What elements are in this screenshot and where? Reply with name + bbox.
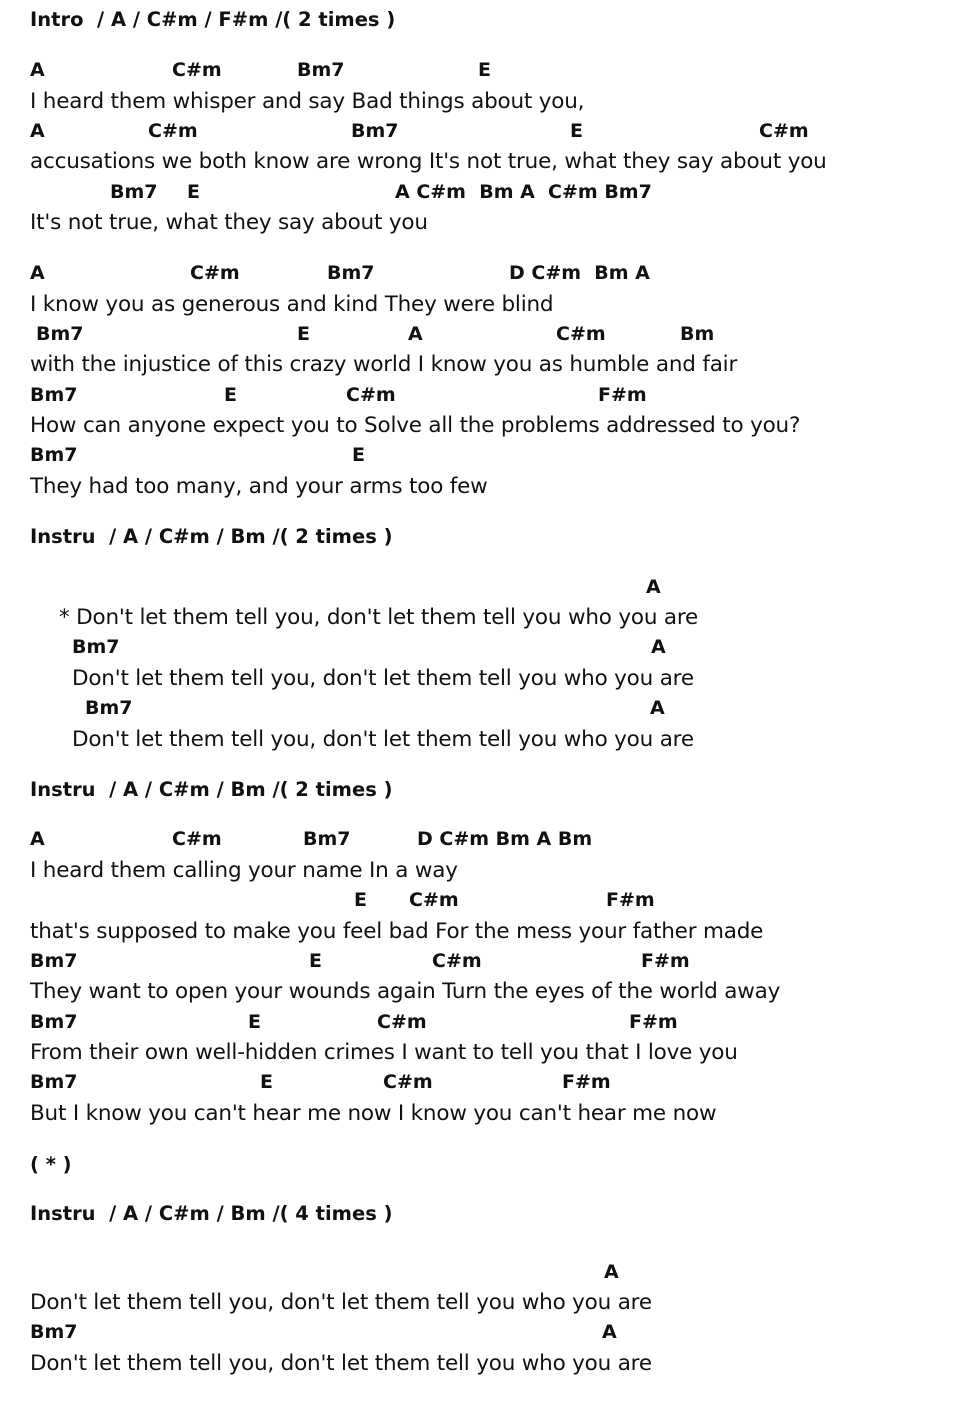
chord: C#m <box>409 889 459 911</box>
chord: F#m <box>641 950 690 972</box>
lyric-line: Don't let them tell you, don't let them tell you who you are <box>72 727 694 752</box>
section-header-instru: Instru / A / C#m / Bm /( 2 times ) <box>30 778 393 801</box>
chord: A <box>604 1261 619 1283</box>
chord: A <box>651 636 666 658</box>
chord: F#m <box>606 889 655 911</box>
chord: E <box>354 889 367 911</box>
chord: C#m <box>190 262 240 284</box>
chord: Bm7 <box>30 1011 78 1033</box>
chord: C#m <box>556 323 606 345</box>
chord: Bm7 <box>327 262 375 284</box>
lyric-line: with the injustice of this crazy world I know you as humble and fair <box>30 352 738 377</box>
chord: A <box>30 828 45 850</box>
chord: C#m <box>148 120 198 142</box>
lyric-line: They had too many, and your arms too few <box>30 474 488 499</box>
chord: E <box>224 384 237 406</box>
lyric-line: accusations we both know are wrong It's not true, what they say about you <box>30 149 827 174</box>
chord: E <box>187 181 200 203</box>
chord: Bm7 <box>30 950 78 972</box>
chord-run: A C#m Bm A C#m Bm7 <box>395 181 652 203</box>
lyric-line: I heard them calling your name In a way <box>30 858 458 883</box>
section-header-instru: Instru / A / C#m / Bm /( 4 times ) <box>30 1202 393 1225</box>
chord-run: D C#m Bm A Bm <box>417 828 593 850</box>
chord: E <box>260 1071 273 1093</box>
chord: E <box>478 59 491 81</box>
lyric-line: From their own well-hidden crimes I want to tell you that I love you <box>30 1040 738 1065</box>
chord: A <box>408 323 423 345</box>
chord: Bm7 <box>30 384 78 406</box>
chord: C#m <box>172 828 222 850</box>
chord: A <box>602 1321 617 1343</box>
lyric-line: that's supposed to make you feel bad For the mess your father made <box>30 919 764 944</box>
chord: Bm7 <box>303 828 351 850</box>
chord: C#m <box>759 120 809 142</box>
chord-run: D C#m Bm A <box>509 262 650 284</box>
lyric-line: Don't let them tell you, don't let them tell you who you are <box>30 1290 652 1315</box>
chord: A <box>646 576 661 598</box>
chord: E <box>297 323 310 345</box>
chord: Bm7 <box>30 1071 78 1093</box>
chord: C#m <box>383 1071 433 1093</box>
chord: Bm <box>680 323 715 345</box>
chord: Bm7 <box>110 181 158 203</box>
chord: E <box>309 950 322 972</box>
lyric-line: They want to open your wounds again Turn the eyes of the world away <box>30 979 781 1004</box>
chord: C#m <box>432 950 482 972</box>
chord: A <box>650 697 665 719</box>
chord: E <box>248 1011 261 1033</box>
lyric-line: Don't let them tell you, don't let them tell you who you are <box>72 666 694 691</box>
chord: Bm7 <box>36 323 84 345</box>
chord: Bm7 <box>30 444 78 466</box>
chord: F#m <box>598 384 647 406</box>
chord: C#m <box>346 384 396 406</box>
chord: C#m <box>172 59 222 81</box>
chord: A <box>30 59 45 81</box>
lyric-line: * Don't let them tell you, don't let them tell you who you are <box>59 605 699 630</box>
section-header-instru: Instru / A / C#m / Bm /( 2 times ) <box>30 525 393 548</box>
chord: E <box>352 444 365 466</box>
chord: A <box>30 262 45 284</box>
chord: F#m <box>629 1011 678 1033</box>
chord: E <box>570 120 583 142</box>
section-header-intro: Intro / A / C#m / F#m /( 2 times ) <box>30 8 396 31</box>
chord: Bm7 <box>351 120 399 142</box>
lyric-line: It's not true, what they say about you <box>30 210 428 235</box>
chord: F#m <box>562 1071 611 1093</box>
lyric-line: I know you as generous and kind They were blind <box>30 292 554 317</box>
chord: Bm7 <box>85 697 133 719</box>
chord: Bm7 <box>297 59 345 81</box>
chord: Bm7 <box>72 636 120 658</box>
lyric-line: Don't let them tell you, don't let them tell you who you are <box>30 1351 652 1376</box>
lyric-line: But I know you can't hear me now I know you can't hear me now <box>30 1101 717 1126</box>
lyric-line: I heard them whisper and say Bad things about you, <box>30 89 585 114</box>
chord: A <box>30 120 45 142</box>
lyric-line: How can anyone expect you to Solve all the problems addressed to you? <box>30 413 801 438</box>
chord: Bm7 <box>30 1321 78 1343</box>
chord: C#m <box>377 1011 427 1033</box>
repeat-mark: ( * ) <box>30 1153 72 1176</box>
